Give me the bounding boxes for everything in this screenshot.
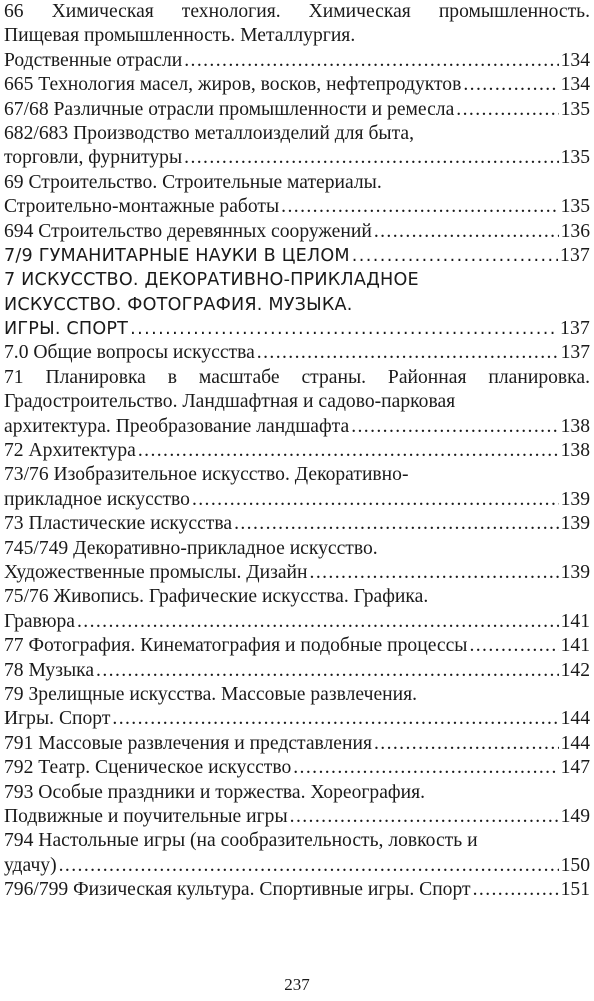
toc-entry-title: 792 Театр. Сценическое искусство — [4, 757, 292, 779]
toc-entry-continuation: Пищевая промышленность. Металлургия. — [4, 25, 356, 47]
toc-entry — [4, 195, 590, 219]
toc-entry-title: ИГРЫ. СПОРТ — [4, 319, 129, 340]
toc-entry-title: Подвижные и поучительные игры — [4, 805, 288, 827]
toc-entry — [4, 488, 590, 512]
toc-entry — [4, 707, 590, 731]
toc-entry-page: 139 — [560, 561, 590, 583]
dot-leader — [112, 707, 558, 731]
toc-entry — [4, 98, 590, 122]
toc-entry-page: 150 — [560, 854, 590, 876]
toc-entry — [4, 512, 590, 536]
toc-entry-continuation: Градостроительство. Ландшафтная и садово-парковая — [4, 391, 456, 413]
toc-entry-page: 134 — [560, 49, 590, 71]
toc-entry-continuation: 793 Особые праздники и торжества. Хореография. — [4, 781, 425, 803]
dot-leader — [352, 244, 558, 268]
toc-entry-title: 694 Строительство деревянных сооружений — [4, 220, 372, 242]
toc-entry — [4, 878, 590, 902]
dot-leader — [290, 805, 559, 829]
dot-leader — [374, 220, 559, 244]
toc-entry-continuation: 71 Планировка в масштабе страны. Районная планировка. — [4, 366, 590, 388]
toc-entry-page: 137 — [560, 244, 590, 266]
toc-entry-title: удачу) — [4, 854, 57, 876]
toc-entry-page: 144 — [560, 708, 590, 730]
dot-leader — [293, 756, 558, 780]
dot-leader — [77, 610, 559, 634]
toc-entry-page: 136 — [560, 220, 590, 242]
toc-entry-continuation: 75/76 Живопись. Графические искусства. Графика. — [4, 586, 429, 608]
toc-entry-title: 7.0 Общие вопросы искусства — [4, 342, 255, 364]
toc-entry-continuation: 745/749 Декоративно-прикладное искусство. — [4, 537, 378, 559]
toc-entry — [4, 854, 590, 878]
dot-leader — [469, 634, 558, 658]
toc-entry-page: 139 — [560, 513, 590, 535]
toc-entry — [4, 634, 590, 658]
toc-entry — [4, 244, 590, 268]
dot-leader — [257, 341, 559, 365]
toc-entry-continuation: ИСКУССТВО. ФОТОГРАФИЯ. МУЗЫКА. — [4, 294, 353, 315]
toc-entry-page: 135 — [560, 147, 590, 169]
toc-entry-title: Игры. Спорт — [4, 708, 111, 730]
dot-leader — [138, 439, 559, 463]
toc-entry-page: 142 — [560, 659, 590, 681]
toc-entry-title: 796/799 Физическая культура. Спортивные игры. Спорт — [4, 879, 471, 901]
toc-entry — [4, 146, 590, 170]
toc-entry — [4, 610, 590, 634]
toc-entry-title: Художественные промыслы. Дизайн — [4, 561, 308, 583]
dot-leader — [130, 317, 558, 341]
dot-leader — [310, 561, 559, 585]
toc-entry-continuation: 682/683 Производство металлоизделий для быта, — [4, 122, 414, 144]
toc-entry-continuation: 7 ИСКУССТВО. ДЕКОРАТИВНО-ПРИКЛАДНОЕ — [4, 270, 419, 291]
toc-entry-title: Строительно-монтажные работы — [4, 196, 280, 218]
toc-entry-continuation: 79 Зрелищные искусства. Массовые развлечения. — [4, 683, 418, 705]
dot-leader — [463, 73, 558, 97]
dot-leader — [184, 146, 558, 170]
dot-leader — [351, 415, 558, 439]
toc-entry-title: 7/9 ГУМАНИТАРНЫЕ НАУКИ В ЦЕЛОМ — [4, 245, 350, 266]
dot-leader — [234, 512, 559, 536]
toc-entry — [4, 439, 590, 463]
dot-leader — [59, 854, 559, 878]
toc-entry-page: 138 — [560, 440, 590, 462]
dot-leader — [374, 732, 559, 756]
toc-entry-title: 67/68 Различные отрасли промышленности и ремесла — [4, 98, 455, 120]
dot-leader — [473, 878, 559, 902]
toc-entry — [4, 415, 590, 439]
dot-leader — [96, 659, 559, 683]
toc-entry — [4, 659, 590, 683]
toc-entry-page: 141 — [560, 635, 590, 657]
table-of-contents — [4, 0, 590, 902]
toc-entry-page: 134 — [560, 74, 590, 96]
toc-entry — [4, 756, 590, 780]
toc-entry-page: 138 — [560, 415, 590, 437]
toc-entry-page: 137 — [560, 318, 590, 340]
toc-entry-continuation: 73/76 Изобразительное искусство. Декоративно- — [4, 464, 409, 486]
toc-entry-title: прикладное искусство — [4, 488, 190, 510]
toc-entry — [4, 317, 590, 341]
dot-leader — [281, 195, 558, 219]
toc-entry-continuation: 66 Химическая технология. Химическая промышленность. — [4, 1, 590, 22]
dot-leader — [456, 98, 558, 122]
toc-entry-continuation: 69 Строительство. Строительные материалы. — [4, 171, 382, 193]
toc-entry — [4, 73, 590, 97]
toc-entry — [4, 805, 590, 829]
toc-entry-page: 151 — [560, 879, 590, 901]
toc-entry-title: 665 Технология масел, жиров, восков, нефтепродуктов — [4, 74, 462, 96]
toc-entry — [4, 561, 590, 585]
toc-entry-page: 144 — [560, 732, 590, 754]
toc-entry-title: архитектура. Преобразование ландшафта — [4, 415, 350, 437]
toc-entry-page: 141 — [560, 610, 590, 632]
toc-entry-title: 77 Фотография. Кинематография и подобные процессы — [4, 635, 468, 657]
dot-leader — [192, 488, 559, 512]
toc-entry-page: 139 — [560, 488, 590, 510]
toc-entry-title: торговли, фурнитуры — [4, 147, 183, 169]
toc-entry — [4, 341, 590, 365]
toc-entry-page: 135 — [560, 98, 590, 120]
toc-entry — [4, 732, 590, 756]
toc-entry-title: 78 Музыка — [4, 659, 95, 681]
toc-entry-continuation: 794 Настольные игры (на сообразительность, ловкость и — [4, 830, 478, 852]
toc-entry-title: Родственные отрасли — [4, 49, 183, 71]
toc-entry-page: 135 — [560, 196, 590, 218]
toc-entry-title: 73 Пластические искусства — [4, 513, 233, 535]
toc-entry — [4, 220, 590, 244]
toc-entry — [4, 49, 590, 73]
toc-entry-page: 149 — [560, 805, 590, 827]
toc-entry-page: 137 — [560, 342, 590, 364]
toc-entry-page: 147 — [560, 757, 590, 779]
page-number: 237 — [284, 975, 310, 994]
toc-entry-title: Гравюра — [4, 610, 75, 632]
toc-entry-title: 791 Массовые развлечения и представления — [4, 732, 372, 754]
dot-leader — [184, 49, 558, 73]
toc-entry-title: 72 Архитектура — [4, 440, 136, 462]
